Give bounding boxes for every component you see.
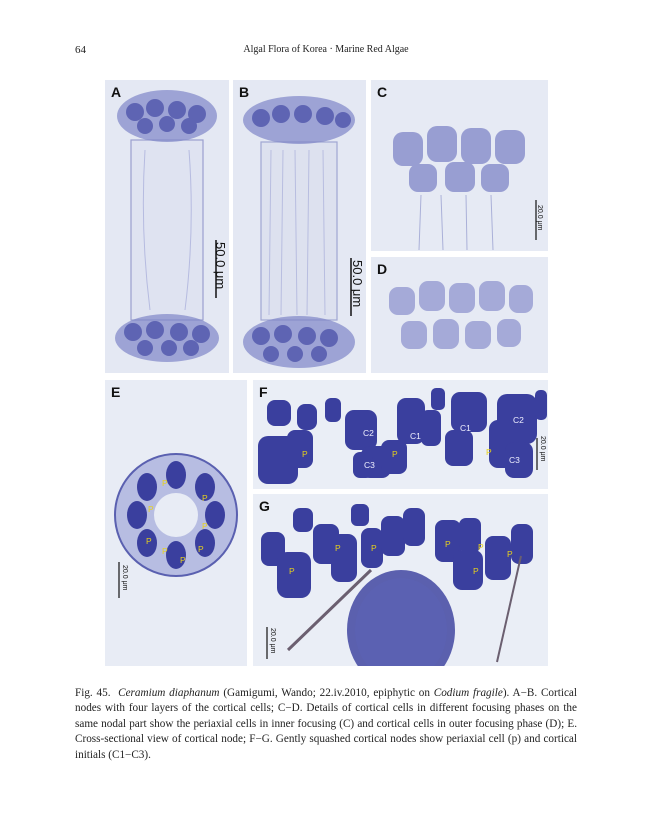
host-name: Codium fragile: [433, 687, 503, 699]
panel-f-mark: C1: [410, 431, 421, 441]
panel-e-micrograph: [105, 380, 247, 666]
panel-g-mark: P: [507, 549, 513, 559]
panel-d: [371, 257, 548, 373]
caption-text-1: (Gamigumi, Wando; 22.iv.2010, epiphytic on: [219, 687, 434, 699]
panel-b-scale-label: 50.0 μm: [350, 260, 365, 308]
panel-g-scale-label: 20.0 μm: [269, 628, 276, 654]
running-title: Algal Flora of Korea · Marine Red Algae: [243, 44, 409, 55]
panel-f-scale-label: 20.0 μm: [539, 436, 546, 462]
panel-f-mark: C3: [509, 455, 520, 465]
panel-e-mark: P: [146, 536, 152, 546]
caption-text-2: ). A−B. Cortical nodes with four layers of the cortical cells; C−D. Details of cortical cells in different focusing phases on the same nodal part show the periaxial cells in inner focusing (C) and cortical cells in outer focusing phase (D); E. Cross-sectional view of cortical node; F−G. Gently squashed cortical nodes show periaxial cell (p) and cortical initials (C1−C3).: [75, 687, 578, 761]
panel-f-micrograph: [253, 380, 548, 489]
panel-g-mark: P: [445, 539, 451, 549]
panel-a-label: A: [111, 84, 122, 100]
panel-g-mark: P: [371, 543, 377, 553]
panel-e-scale-label: 20.0 μm: [121, 565, 128, 591]
panel-f-mark: C1: [460, 423, 471, 433]
panel-e: [105, 380, 247, 666]
panel-f: [253, 380, 548, 489]
panel-f-mark: P: [302, 449, 308, 459]
panel-a-scale-label: 50.0 μm: [213, 242, 228, 290]
panel-f-mark: P: [486, 447, 492, 457]
panel-b-label: B: [239, 84, 250, 100]
panel-b: [233, 80, 366, 373]
panel-f-mark: C3: [364, 460, 375, 470]
panel-e-mark: P: [202, 493, 208, 503]
panel-c-label: C: [377, 84, 388, 100]
panel-g: [253, 494, 548, 666]
panel-c-scale-label: 20.0 μm: [536, 205, 543, 231]
panel-a-micrograph: [105, 80, 229, 373]
panel-c: [371, 80, 548, 251]
figure-caption: [75, 686, 577, 763]
panel-f-mark: P: [392, 449, 398, 459]
panel-e-mark: P: [202, 521, 208, 531]
panel-e-mark: P: [162, 478, 168, 488]
panel-f-mark: C2: [363, 428, 374, 438]
panel-a: [105, 80, 229, 373]
panel-e-mark: P: [180, 555, 186, 565]
page-number: 64: [75, 44, 86, 56]
panel-g-mark: P: [478, 542, 484, 552]
panel-e-mark: P: [198, 544, 204, 554]
panel-d-label: D: [377, 261, 388, 277]
panel-f-mark: C2: [513, 415, 524, 425]
species-name: Ceramium diaphanum: [118, 687, 220, 699]
panel-f-label: F: [259, 384, 268, 400]
figure-number: Fig. 45.: [75, 687, 111, 699]
panel-e-label: E: [111, 384, 121, 400]
panel-b-micrograph: [233, 80, 366, 373]
panel-e-mark: P: [162, 546, 168, 556]
panel-g-mark: P: [289, 566, 295, 576]
panel-g-mark: P: [335, 543, 341, 553]
panel-g-mark: P: [473, 566, 479, 576]
panel-e-mark: P: [148, 504, 154, 514]
panel-g-micrograph: [253, 494, 548, 666]
panel-g-label: G: [259, 498, 270, 514]
panel-d-micrograph: [371, 257, 548, 373]
panel-c-micrograph: [371, 80, 548, 251]
